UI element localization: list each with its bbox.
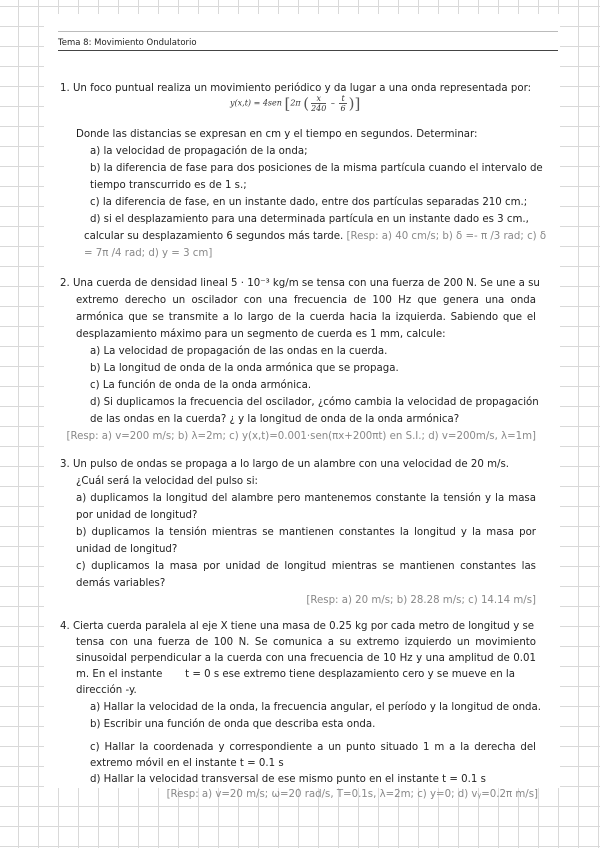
q1-item-a: a) la velocidad de propagación de la onda; [90,146,308,157]
q3-line1: 3. Un pulso de ondas se propaga a lo largo de un alambre con una velocidad de 20 m/s. [60,459,510,470]
header-title: Tema 8: Movimiento Ondulatorio [58,38,197,48]
formula-lhs: y(x,t) = 4sen [230,98,282,108]
header-top-rule [58,31,558,32]
header-rule [58,50,558,51]
formula-x-den: 240 [311,104,327,113]
q3-item-b2: unidad de longitud? [76,544,178,555]
q1-item-b2: tiempo transcurrido es de 1 s.; [90,180,247,191]
q4-item-a: a) Hallar la velocidad de la onda, la frecuencia angular, el período y la longitud de onda. [90,702,541,713]
formula-two-pi: 2π [290,98,301,108]
q1-resp1: [Resp: a) 40 cm/s; b) δ =- π /3 rad; c) δ [346,231,547,242]
q3-line2: ¿Cuál será la velocidad del pulso si: [76,476,258,487]
q1-item-d2 [84,228,546,245]
q4-line3: sinusoidal perpendicular a la cuerda con una frecuencia de 10 Hz y una amplitud de 0.01 [76,653,536,664]
q4-item-c1: c) Hallar la coordenada y correspondiente a un punto situado 1 m a la derecha del [90,742,536,753]
q2-item-b: b) La longitud de onda de la onda armónica que se propaga. [90,363,399,374]
q4-item-c2: extremo móvil en el instante t = 0.1 s [90,758,284,769]
formula-t-num: t [341,94,345,103]
q4-resp: [Resp: a) v=20 m/s; ω=20 rad/s, T=0.1s, λ=2m; c) y=0; d) vᵧ=0.2π m/s] [166,789,538,800]
q1-intro: 1. Un foco puntual realiza un movimiento periódico y da lugar a una onda representada por: [60,83,532,94]
q4-line5: dirección -y. [76,685,137,696]
q1-item-d1: d) si el desplazamiento para una determinada partícula en un instante dado es 3 cm., [90,214,529,225]
q4-line2: tensa con una fuerza de 100 N. Se comunica a su extremo izquierdo un movimiento [76,637,536,648]
q1-item-c: c) la diferencia de fase, en un instante dado, entre dos partículas separadas 210 cm.; [90,197,528,208]
q1-formula: y(x,t) = 4sen [2π ( $\frac{x}{240}$ – $\frac{t}{6}$ )] [230,94,361,113]
q3-item-c2: demás variables? [76,578,166,589]
q2-item-d1: d) Si duplicamos la frecuencia del oscilador, ¿cómo cambia la velocidad de propagación [90,397,539,408]
q2-item-a: a) La velocidad de propagación de las ondas en la cuerda. [90,346,388,357]
formula-x-num: x [311,94,326,104]
q2-line1: 2. Una cuerda de densidad lineal 5 · 10⁻³ kg/m se tensa con una fuerza de 200 N. Se une a su [60,278,540,289]
q3-item-a2: por unidad de longitud? [76,510,198,521]
q2-line2: extremo derecho un oscilador con una frecuencia de 100 Hz que genera una onda [76,295,536,306]
q1-d2-text: calcular su desplazamiento 6 segundos más tarde. [84,231,344,242]
q3-item-a1: a) duplicamos la longitud del alambre pero mantenemos constante la tensión y la masa [76,493,536,504]
q4-item-b: b) Escribir una función de onda que describa esta onda. [90,719,376,730]
q4-line1: 4. Cierta cuerda paralela al eje X tiene una masa de 0.25 kg por cada metro de longitud y se [60,621,535,632]
q2-line4: desplazamiento máximo para un segmento de cuerda es 1 mm, calcule: [76,329,446,340]
q1-line1: Donde las distancias se expresan en cm y el tiempo en segundos. Determinar: [76,129,478,140]
q4-line4: m. En el instante t = 0 s ese extremo tiene desplazamiento cero y se mueve en la [76,669,515,680]
document-page [44,14,560,800]
q2-item-c: c) La función de onda de la onda armónica. [90,380,312,391]
q2-item-d2: de las ondas en la cuerda? ¿ y la longitud de onda de la onda armónica? [90,414,460,425]
q2-resp: [Resp: a) v=200 m/s; b) λ=2m; c) y(x,t)=0.001·sen(πx+200πt) en S.I.; d) v=200m/s, λ=1m] [66,431,536,442]
q1-item-b1: b) la diferencia de fase para dos posiciones de la misma partícula cuando el intervalo de [90,163,543,174]
formula-t-den: 6 [340,104,346,113]
q4-item-d: d) Hallar la velocidad transversal de ese mismo punto en el instante t = 0.1 s [90,774,486,785]
q3-item-c1: c) duplicamos la masa por unidad de longitud mientras se mantienen constantes las [76,561,536,572]
q1-resp2: = 7π /4 rad; d) y = 3 cm] [84,248,213,259]
q3-resp: [Resp: a) 20 m/s; b) 28.28 m/s; c) 14.14 m/s] [306,595,536,606]
q3-item-b1: b) duplicamos la tensión mientras se mantienen constantes la longitud y la masa por [76,527,536,538]
formula-minus: – [330,98,335,108]
q2-line3: armónica que se transmite a lo largo de la cuerda hacia la izquierda. Sabiendo que el [76,312,536,323]
